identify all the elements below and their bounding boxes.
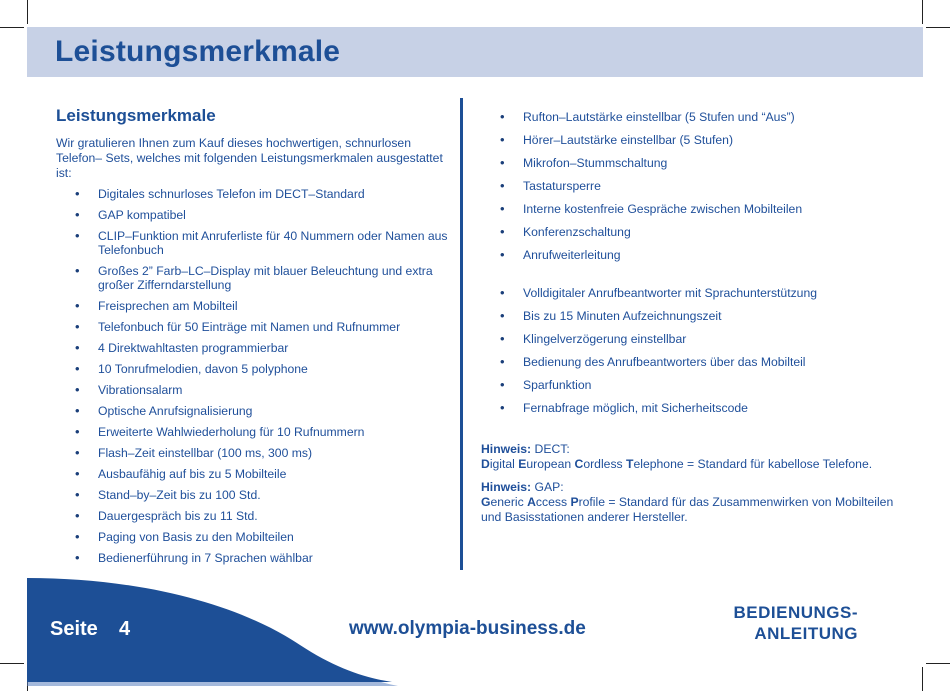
list-item-text: Bis zu 15 Minuten Aufzeichnungszeit bbox=[523, 309, 722, 323]
note bbox=[481, 442, 901, 472]
note-topic: DECT: bbox=[531, 442, 570, 456]
list-item bbox=[56, 404, 451, 418]
list-item-text: Interne kostenfreie Gespräche zwischen Mobilteilen bbox=[523, 202, 803, 216]
acronym-letter: T bbox=[626, 457, 634, 471]
acronym-letter: E bbox=[518, 457, 527, 471]
bullet-icon: • bbox=[500, 109, 505, 124]
list-item bbox=[481, 332, 901, 346]
crop-mark bbox=[922, 0, 923, 24]
list-item-text: 4 Direktwahltasten programmierbar bbox=[98, 341, 289, 355]
list-item bbox=[481, 378, 901, 392]
acronym-letter: D bbox=[481, 457, 490, 471]
list-item-text: Anrufweiterleitung bbox=[523, 248, 621, 262]
bullet-icon: • bbox=[75, 319, 80, 334]
list-item bbox=[56, 229, 451, 257]
note-text: uropean bbox=[526, 457, 575, 471]
page-label: Seite bbox=[50, 618, 98, 640]
list-item-text: 10 Tonrufmelodien, davon 5 polyphone bbox=[98, 362, 308, 376]
list-item bbox=[56, 264, 451, 292]
header-band bbox=[27, 27, 923, 77]
bullet-icon: • bbox=[500, 377, 505, 392]
list-item-text: Rufton–Lautstärke einstellbar (5 Stufen und “Aus”) bbox=[523, 110, 795, 124]
list-item bbox=[481, 286, 901, 300]
crop-mark bbox=[926, 663, 950, 664]
bullet-icon: • bbox=[500, 155, 505, 170]
list-item-text: Großes 2” Farb–LC–Display mit blauer Beleuchtung und extra großer Zifferndarstellung bbox=[98, 264, 433, 292]
list-item bbox=[56, 362, 451, 376]
list-item bbox=[56, 467, 451, 481]
list-item bbox=[56, 530, 451, 544]
list-item-text: Flash–Zeit einstellbar (100 ms, 300 ms) bbox=[98, 446, 313, 460]
bullet-icon: • bbox=[500, 285, 505, 300]
bullet-icon: • bbox=[75, 186, 80, 201]
list-item bbox=[481, 179, 901, 193]
list-item-text: Erweiterte Wahlwiederholung für 10 Rufnummern bbox=[98, 425, 365, 439]
list-item-text: Optische Anrufsignalisierung bbox=[98, 404, 253, 418]
list-item bbox=[56, 208, 451, 222]
bullet-icon: • bbox=[500, 354, 505, 369]
bullet-icon: • bbox=[500, 178, 505, 193]
note-label: Hinweis: bbox=[481, 442, 532, 456]
bullet-icon: • bbox=[75, 361, 80, 376]
list-item bbox=[481, 309, 901, 323]
list-item-text: Telefonbuch für 50 Einträge mit Namen und Rufnummer bbox=[98, 320, 401, 334]
list-item-text: Digitales schnurloses Telefon im DECT–Standard bbox=[98, 187, 365, 201]
list-item-text: Dauergespräch bis zu 11 Std. bbox=[98, 509, 258, 523]
note-text: igital bbox=[489, 457, 519, 471]
page-title: Leistungsmerkmale bbox=[55, 35, 341, 68]
bullet-icon: • bbox=[500, 132, 505, 147]
list-item-text: Konferenzschaltung bbox=[523, 225, 631, 239]
list-item-text: Hörer–Lautstärke einstellbar (5 Stufen) bbox=[523, 133, 734, 147]
bullet-icon: • bbox=[75, 487, 80, 502]
right-column bbox=[481, 110, 901, 533]
note-label: Hinweis: bbox=[481, 480, 532, 494]
list-item-text: Klingelverzögerung einstellbar bbox=[523, 332, 687, 346]
note-text: rofile = Standard für das Zusammenwirken von Mobilteilen und Basisstationen anderer Hersteller. bbox=[481, 495, 894, 524]
list-item bbox=[481, 202, 901, 216]
list-item-text: Bedienung des Anrufbeantworters über das Mobilteil bbox=[523, 355, 806, 369]
crop-mark bbox=[922, 667, 923, 691]
crop-mark bbox=[926, 27, 950, 28]
list-item bbox=[481, 225, 901, 239]
manual-label-line1: BEDIENUNGS- bbox=[733, 603, 858, 622]
crop-mark bbox=[0, 27, 24, 28]
acronym-letter: G bbox=[481, 495, 491, 509]
manual-label-line2: ANLEITUNG bbox=[754, 624, 858, 643]
note-text: eneric bbox=[490, 495, 528, 509]
bullet-icon: • bbox=[75, 403, 80, 418]
page-number-value: 4 bbox=[118, 618, 131, 640]
bullet-icon: • bbox=[75, 550, 80, 565]
list-item bbox=[56, 320, 451, 334]
list-item-text: Volldigitaler Anrufbeantworter mit Sprachunterstützung bbox=[523, 286, 818, 300]
bullet-icon: • bbox=[75, 340, 80, 355]
list-item-text: GAP kompatibel bbox=[98, 208, 186, 222]
bullet-icon: • bbox=[500, 201, 505, 216]
note-text: ccess bbox=[535, 495, 571, 509]
list-item bbox=[481, 355, 901, 369]
bullet-icon: • bbox=[75, 466, 80, 481]
bullet-icon: • bbox=[500, 331, 505, 346]
bullet-icon: • bbox=[75, 445, 80, 460]
list-item bbox=[56, 299, 451, 313]
list-item bbox=[56, 341, 451, 355]
acronym-letter: P bbox=[570, 495, 579, 509]
list-item bbox=[481, 156, 901, 170]
intro-text: Wir gratulieren Ihnen zum Kauf dieses hochwertigen, schnurlosen Telefon– Sets, welches mit folgenden Leistungsmerkmalen ausgestattet ist: bbox=[56, 136, 443, 180]
bullet-icon: • bbox=[75, 207, 80, 222]
list-item bbox=[56, 551, 451, 565]
bullet-icon: • bbox=[75, 228, 80, 243]
list-item bbox=[56, 383, 451, 397]
manual-label bbox=[733, 602, 858, 644]
column-divider bbox=[460, 98, 463, 570]
section-heading: Leistungsmerkmale bbox=[56, 106, 216, 125]
bullet-icon: • bbox=[75, 263, 80, 278]
bullet-icon: • bbox=[75, 424, 80, 439]
website-url[interactable]: www.olympia-business.de bbox=[349, 618, 586, 639]
bullet-icon: • bbox=[75, 298, 80, 313]
list-item-text: Ausbaufähig auf bis zu 5 Mobilteile bbox=[98, 467, 287, 481]
acronym-letter: A bbox=[527, 495, 536, 509]
feature-list-phone bbox=[481, 110, 901, 262]
feature-list bbox=[56, 187, 451, 565]
list-item-text: Vibrationsalarm bbox=[98, 383, 183, 397]
bullet-icon: • bbox=[500, 247, 505, 262]
list-item-text: Tastatursperre bbox=[523, 179, 601, 193]
list-item-text: Stand–by–Zeit bis zu 100 Std. bbox=[98, 488, 261, 502]
bullet-icon: • bbox=[75, 382, 80, 397]
left-column bbox=[56, 106, 451, 572]
note-text: ordless bbox=[583, 457, 627, 471]
acronym-letter: C bbox=[574, 457, 584, 471]
list-item bbox=[56, 425, 451, 439]
bullet-icon: • bbox=[500, 308, 505, 323]
crop-mark bbox=[27, 0, 28, 24]
note-text: elephone = Standard für kabellose Telefone. bbox=[633, 457, 873, 471]
list-item bbox=[481, 401, 901, 415]
list-item bbox=[56, 488, 451, 502]
list-item bbox=[56, 446, 451, 460]
list-item bbox=[56, 509, 451, 523]
list-item bbox=[481, 248, 901, 262]
list-item-text: Mikrofon–Stummschaltung bbox=[523, 156, 668, 170]
list-item-text: Fernabfrage möglich, mit Sicherheitscode bbox=[523, 401, 748, 415]
notes bbox=[481, 442, 901, 525]
list-item-text: Paging von Basis zu den Mobilteilen bbox=[98, 530, 294, 544]
bullet-icon: • bbox=[500, 400, 505, 415]
note-topic: GAP: bbox=[531, 480, 564, 494]
feature-list-answering-machine bbox=[481, 286, 901, 415]
bullet-icon: • bbox=[75, 508, 80, 523]
list-item bbox=[481, 110, 901, 124]
page-number bbox=[50, 618, 130, 641]
list-item-text: Freisprechen am Mobilteil bbox=[98, 299, 238, 313]
bullet-icon: • bbox=[75, 529, 80, 544]
list-item bbox=[56, 187, 451, 201]
note bbox=[481, 480, 901, 525]
list-item-text: Bedienerführung in 7 Sprachen wählbar bbox=[98, 551, 313, 565]
list-item-text: CLIP–Funktion mit Anruferliste für 40 Nummern oder Namen aus Telefonbuch bbox=[98, 229, 448, 257]
list-item-text: Sparfunktion bbox=[523, 378, 592, 392]
list-item bbox=[481, 133, 901, 147]
bullet-icon: • bbox=[500, 224, 505, 239]
